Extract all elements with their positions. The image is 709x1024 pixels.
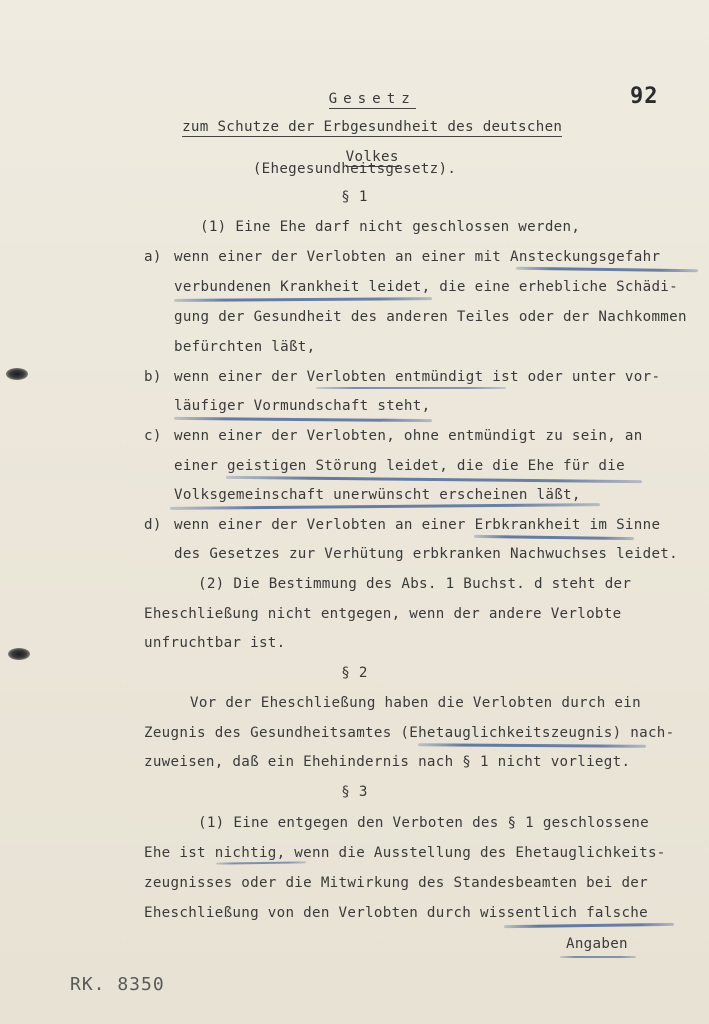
subtitle: (Ehegesundheitsgesetz). [252, 161, 457, 177]
s3-line4: Eheschließung von den Verlobten durch wissentlich falsche [144, 905, 648, 921]
title-gesetz: Gesetz [328, 91, 416, 107]
item-c-line2: einer geistigen Störung leidet, die die Ehe für die [174, 458, 625, 474]
page-number: 92 [630, 84, 659, 109]
s3-line3: zeugnisses oder die Mitwirkung des Standesbeamten bei der [144, 875, 648, 891]
section-2-heading: § 2 [341, 665, 368, 681]
s2-line1: Vor der Eheschließung haben die Verlobten durch ein [190, 695, 641, 711]
punch-hole-bottom [8, 648, 30, 660]
title-line-2: zum Schutze der Erbgesundheit des deutschen [182, 119, 563, 135]
section-1-heading: § 1 [341, 189, 368, 205]
item-a-line2: verbundenen Krankheit leidet, die eine erhebliche Schädi- [174, 279, 678, 295]
item-c-line1: wenn einer der Verlobten, ohne entmündigt zu sein, an [174, 428, 643, 444]
s1-p2-line2: Eheschließung nicht entgegen, wenn der andere Verlobte [144, 606, 622, 622]
item-a-line1: wenn einer der Verlobten an einer mit Ansteckungsgefahr [174, 249, 661, 265]
item-a-line4: befürchten läßt, [174, 339, 316, 355]
item-a-marker: a) [144, 249, 162, 265]
underline-ansteckungsgefahr [516, 267, 698, 273]
underline-volksgemeinschaft [170, 503, 600, 510]
item-c-line3: Volksgemeinschaft unerwünscht erscheinen läßt, [174, 487, 581, 503]
underline-verbundenen-krankheit [174, 297, 432, 302]
s2-line2: Zeugnis des Gesundheitsamtes (Ehetauglichkeitszeugnis) nach- [144, 725, 675, 741]
underline-nichtig [216, 861, 306, 864]
title-volkes: Volkes [345, 149, 399, 165]
item-b-line1: wenn einer der Verlobten entmündigt ist oder unter vor- [174, 369, 661, 385]
item-b-marker: b) [144, 369, 162, 385]
underline-angaben [560, 956, 636, 958]
underline-geistigen-stoerung [226, 476, 642, 483]
item-d-marker: d) [144, 517, 162, 533]
underline-erbkrankheit [474, 535, 634, 540]
s2-line3: zuweisen, daß ein Ehehindernis nach § 1 nicht vorliegt. [144, 754, 631, 770]
s1-p1-intro: (1) Eine Ehe darf nicht geschlossen werden, [200, 219, 581, 235]
s1-p2-line1: (2) Die Bestimmung des Abs. 1 Buchst. d steht der [198, 576, 632, 592]
item-d-line2: des Gesetzes zur Verhütung erbkranken Nachwuchses leidet. [174, 546, 678, 562]
archive-reference: RK. 8350 [70, 974, 165, 995]
item-a-line3: gung der Gesundheit des anderen Teiles oder der Nachkommen [174, 309, 687, 325]
s3-line2: Ehe ist nichtig, wenn die Ausstellung des Ehetauglichkeits- [144, 845, 666, 861]
underline-vormundschaft [174, 417, 432, 422]
underline-wissentlich-falsche [504, 923, 674, 928]
item-c-marker: c) [144, 428, 162, 444]
item-d-line1: wenn einer der Verlobten an einer Erbkrankheit im Sinne [174, 517, 661, 533]
section-3-heading: § 3 [341, 784, 368, 800]
catchword: Angaben [566, 936, 628, 952]
underline-entmuendigt [316, 387, 506, 389]
s3-line1: (1) Eine entgegen den Verboten des § 1 geschlossene [198, 815, 649, 831]
punch-hole-top [6, 368, 28, 380]
underline-ehetauglichkeitszeugnis [418, 743, 646, 748]
item-b-line2: läufiger Vormundschaft steht, [174, 398, 431, 414]
s1-p2-line3: unfruchtbar ist. [144, 635, 286, 651]
